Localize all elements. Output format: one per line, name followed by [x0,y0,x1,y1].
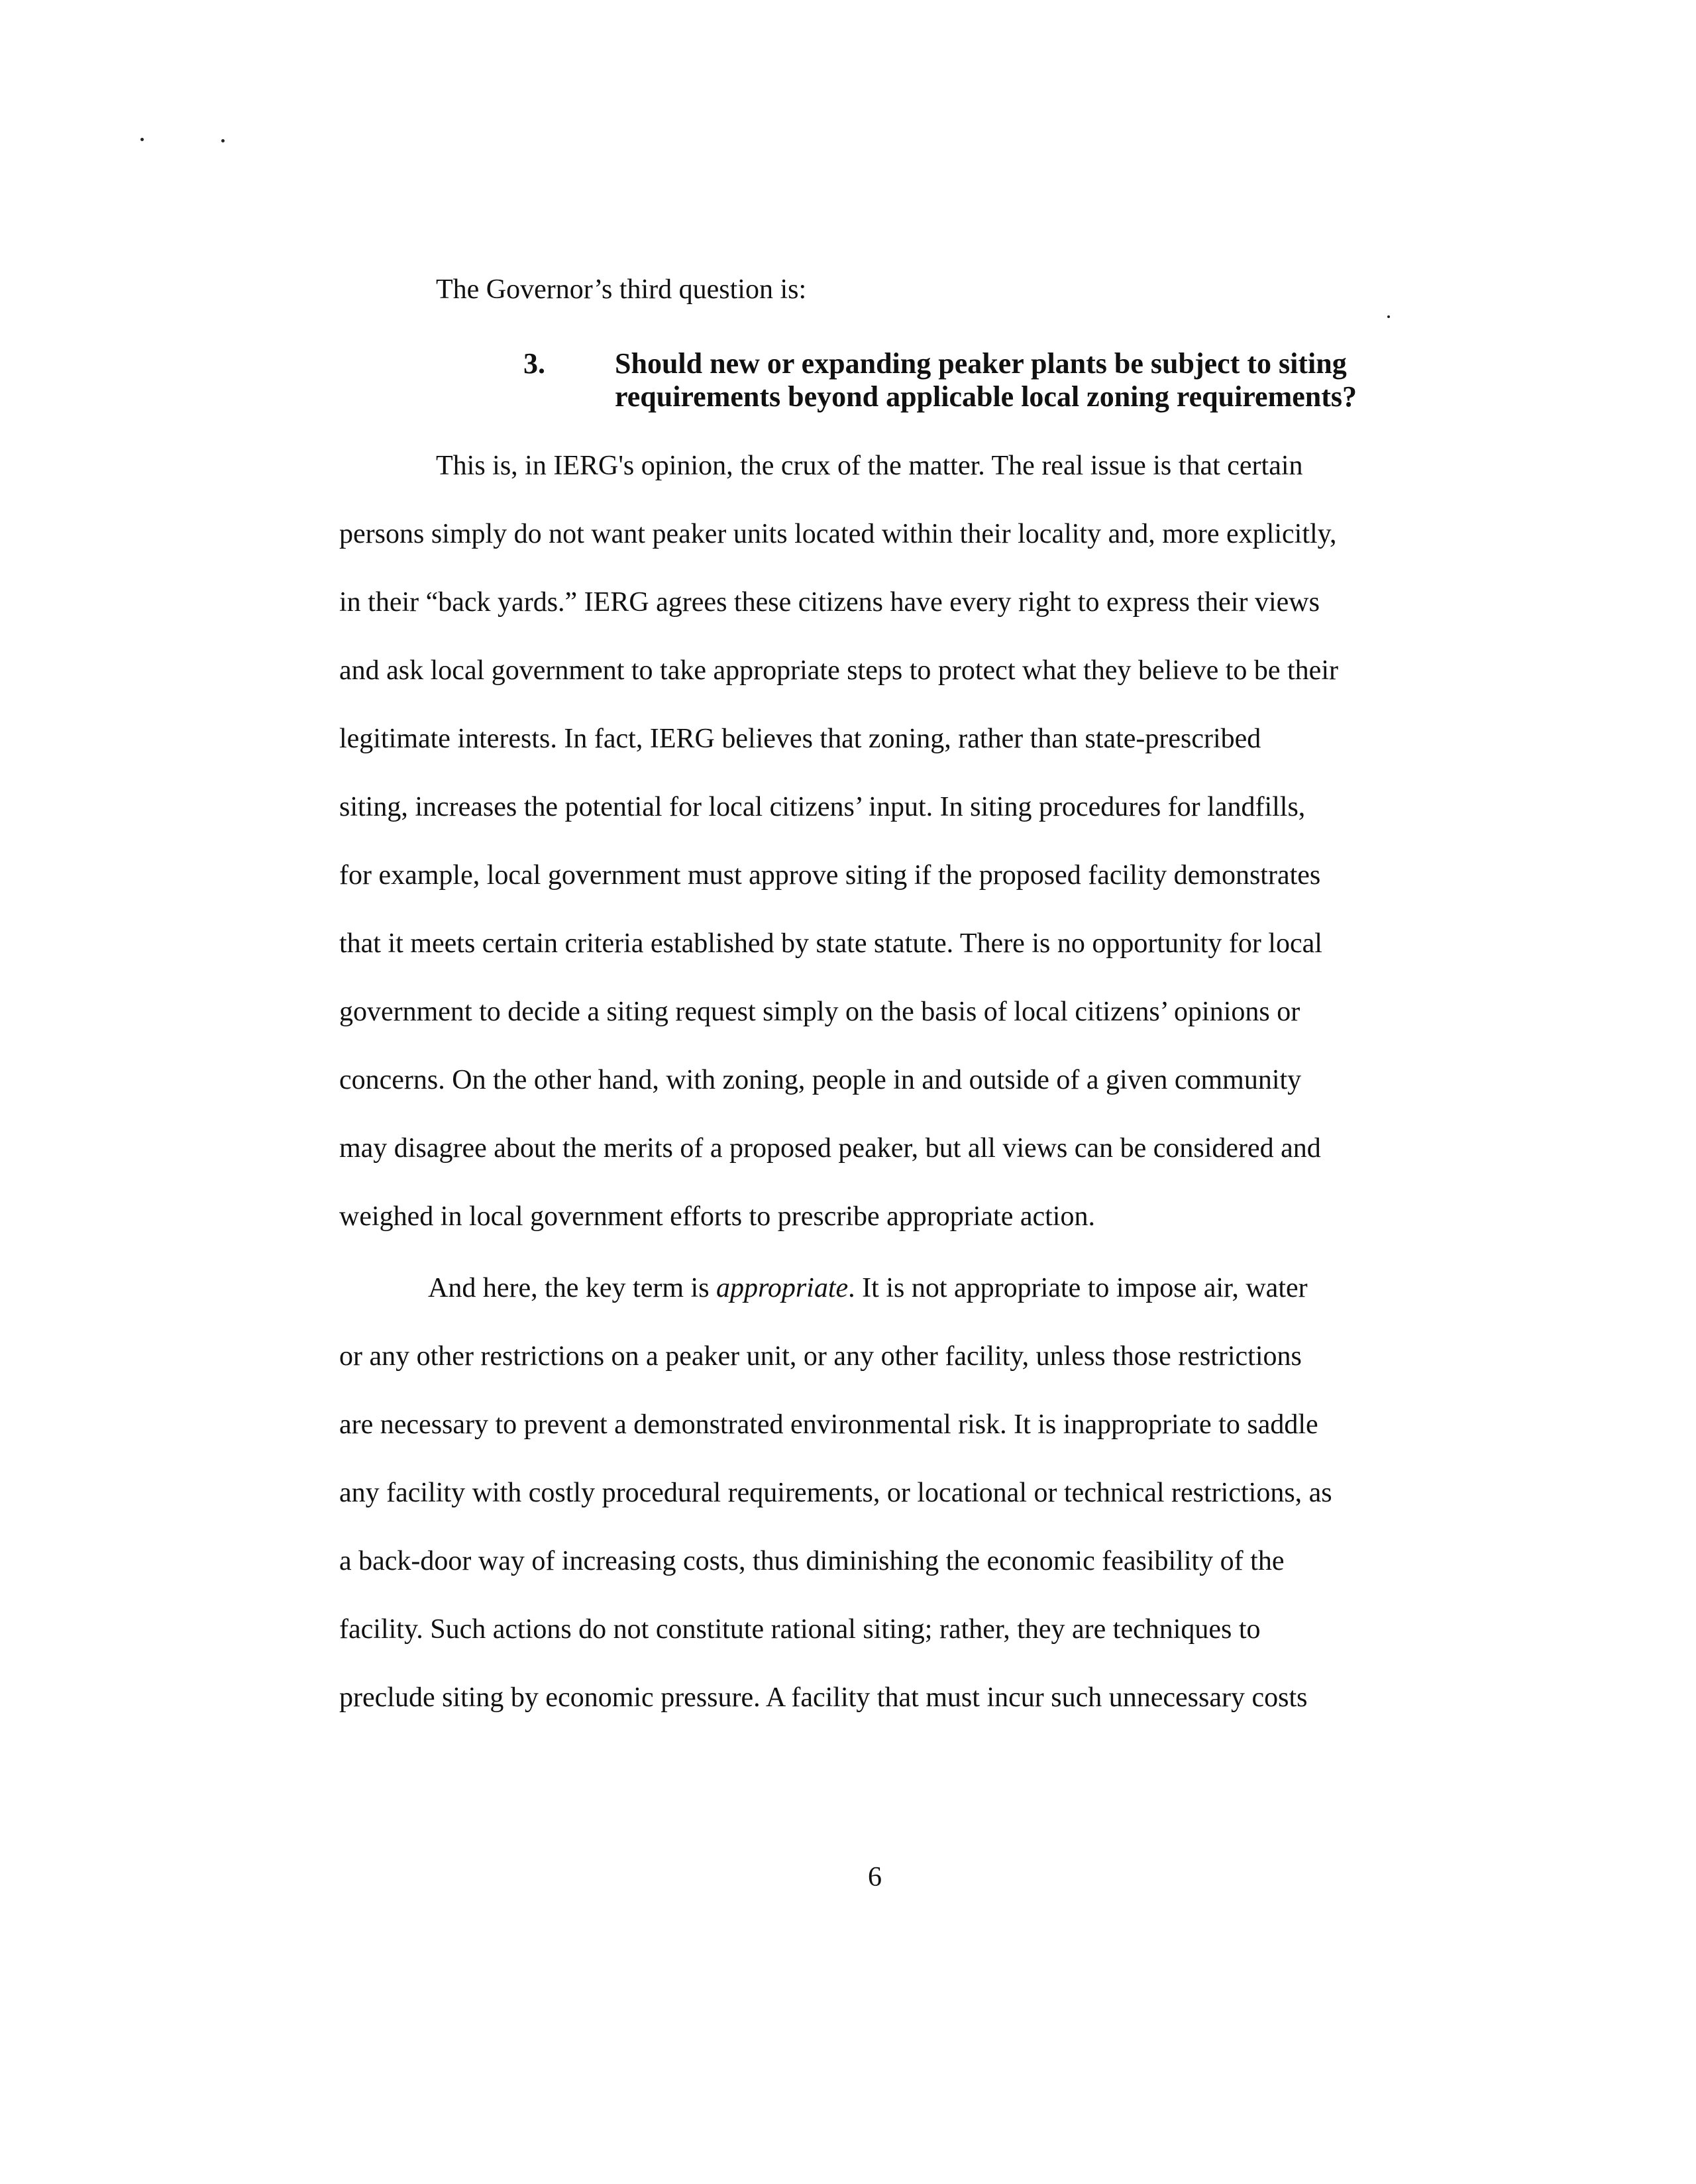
text-line: legitimate interests. In fact, IERG believes that zoning, rather than state-prescribed [339,724,1261,754]
scan-speck [221,139,225,142]
question-text [615,347,1463,413]
text-line: for example, local government must approve siting if the proposed facility demonstrates [339,860,1321,891]
text-line: weighed in local government efforts to prescribe appropriate action. [339,1201,1095,1232]
scan-speck [140,138,144,141]
text-line: persons simply do not want peaker units located within their locality and, more explicitly, [339,519,1337,549]
page-number: 6 [868,1862,882,1892]
text-line: are necessary to prevent a demonstrated environmental risk. It is inappropriate to saddle [339,1409,1318,1440]
text-line [339,1254,1426,1323]
text-segment: . It is not appropriate to impose air, water [848,1273,1308,1303]
text-line: may disagree about the merits of a proposed peaker, but all views can be considered and [339,1133,1321,1164]
text-line: This is, in IERG's opinion, the crux of the matter. The real issue is that certain [436,451,1303,481]
scan-speck [1387,315,1390,318]
text-line: any facility with costly procedural requirements, or locational or technical restrictions, as [339,1478,1332,1508]
question-line: requirements beyond applicable local zoning requirements? [615,380,1357,413]
text-line: and ask local government to take appropriate steps to protect what they believe to be their [339,655,1338,686]
text-line: or any other restrictions on a peaker unit, or any other facility, unless those restrictions [339,1341,1302,1372]
text-line: government to decide a siting request simply on the basis of local citizens’ opinions or [339,997,1300,1027]
text-segment: And here, the key term is [428,1273,717,1303]
paragraph-2 [339,1254,1426,1732]
intro-line: The Governor’s third question is: [436,274,807,305]
paragraph-1 [339,432,1426,1251]
text-line: concerns. On the other hand, with zoning, people in and outside of a given community [339,1065,1302,1095]
text-line: that it meets certain criteria established by state statute. There is no opportunity for local [339,928,1322,959]
emphasized-term: appropriate [716,1273,849,1303]
text-line: in their “back yards.” IERG agrees these citizens have every right to express their views [339,587,1320,618]
text-line: a back-door way of increasing costs, thus diminishing the economic feasibility of the [339,1546,1285,1576]
text-line: facility. Such actions do not constitute rational siting; rather, they are techniques to [339,1614,1261,1645]
question-line: Should new or expanding peaker plants be subject to siting [615,347,1347,380]
question-number: 3. [523,347,545,380]
text-line: preclude siting by economic pressure. A facility that must incur such unnecessary costs [339,1682,1308,1713]
text-line: siting, increases the potential for local citizens’ input. In siting procedures for landfills, [339,792,1306,822]
